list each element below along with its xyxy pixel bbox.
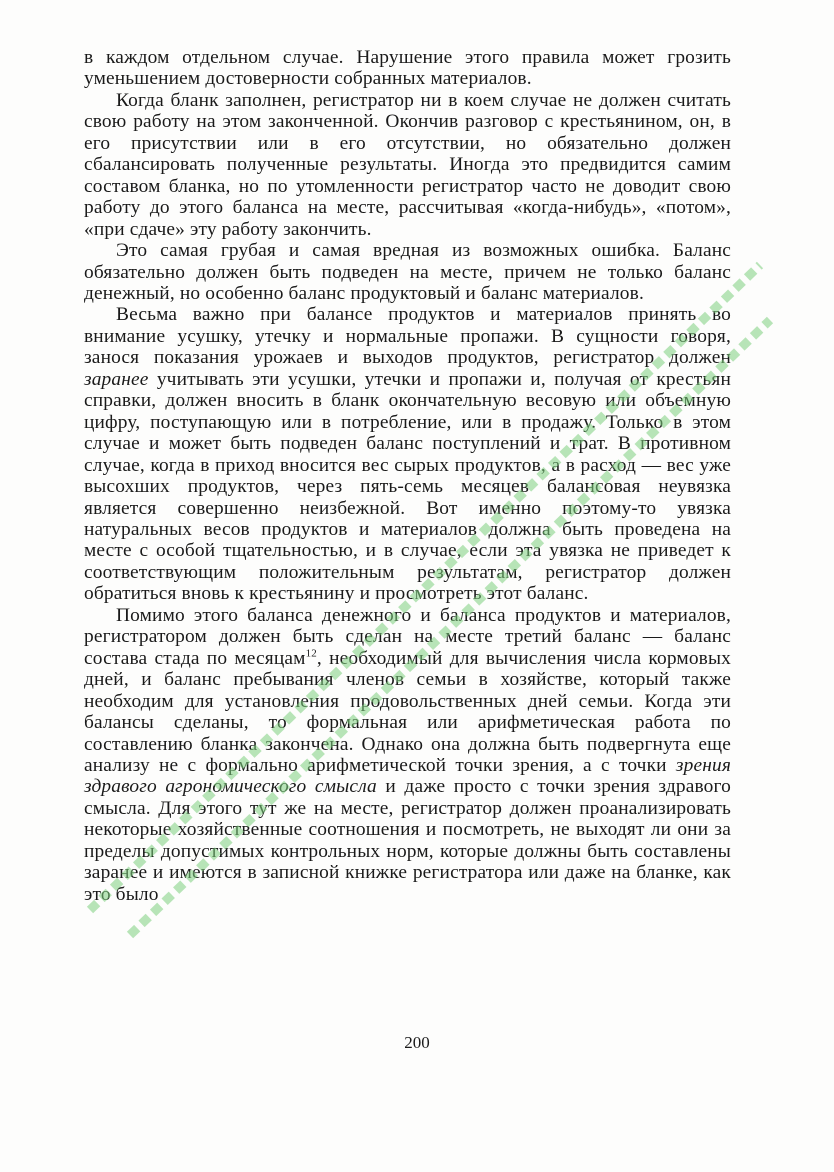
emphasis: зрения здравого агрономического смысла	[84, 754, 731, 798]
text-run: и даже просто с точки зрения здравого смысла. Для этого тут же на месте, регистратор должен проанализировать некоторые хозяйственные соотношения и посмотреть, не выходят ли они за пределы допустимых контрольных норм, которые должны быть составлены заранее и имеются в записной книжке регистратора или даже на бланке, как это было	[84, 776, 731, 905]
paragraph	[84, 605, 731, 905]
body-text	[84, 47, 731, 905]
text-run: Весьма важно при балансе продуктов и материалов принять во внимание усушку, утечку и нормальные пропажи. В сущности говоря, занося показания урожаев и выходов продуктов, регистратор должен	[84, 304, 731, 369]
text-run: Это самая грубая и самая вредная из возможных ошибка. Баланс обязательно должен быть подведен на месте, причем не только баланс денежный, но особенно баланс продуктовый и баланс материалов.	[84, 240, 731, 304]
text-run: в каждом отдельном случае. Нарушение этого правила может грозить уменьшением достоверности собранных материалов.	[84, 47, 731, 90]
paragraph	[84, 90, 731, 240]
paragraph	[84, 240, 731, 304]
paragraph	[84, 304, 731, 604]
paragraph	[84, 47, 731, 90]
text-run: учитывать эти усушки, утечки и пропажи и, получая от крестьян справки, должен вносить в бланк окончательную весовую или объемную цифру, поступающую или в потребление, или в продажу. Только в этом случае и может быть подведен баланс поступлений и трат. В противном случае, когда в приход вносится вес сырых продуктов, а в расход — вес уже высохших продуктов, через пять-семь месяцев балансовая неувязка является совершенно неизбежной. Вот именно поэтому-то увязка натуральных весов продуктов и материалов должна быть проведена на месте с особой тщательностью, и в случае, если эта увязка не приведет к соответствующим положительным результатам, регистратор должен обратиться вновь к крестьянину и просмотреть этот баланс.	[84, 368, 731, 605]
footnote-ref: 12	[305, 647, 317, 660]
page-number: 200	[404, 1033, 430, 1052]
text-run: , необходимый для вычисления числа кормовых дней, и баланс пребывания членов семьи в хозяйстве, который также необходим для установления продовольственных дней семьи. Когда эти балансы сделаны, то формальная или арифметическая работа по составлению бланка закончена. Однако она должна быть подвергнута еще анализу не с формально арифметической точки зрения, а с точки	[84, 647, 731, 776]
text-run: Когда бланк заполнен, регистратор ни в коем случае не должен считать свою работу на этом законченной. Окончив разговор с крестьянином, он, в его присутствии или в его отсутствии, но обязательно должен сбалансировать полученные результаты. Иногда это предвидится самим составом бланка, но по утомленности регистратор часто не доводит свою работу до этого баланса на месте, рассчитывая «когда-нибудь», «потом», «при сдаче» эту работу закончить.	[84, 89, 731, 240]
emphasis: заранее	[84, 368, 149, 390]
text-run: Помимо этого баланса денежного и баланса продуктов и материалов, регистратором должен быть сделан на месте третий баланс — баланс состава стада по месяцам	[84, 604, 731, 669]
